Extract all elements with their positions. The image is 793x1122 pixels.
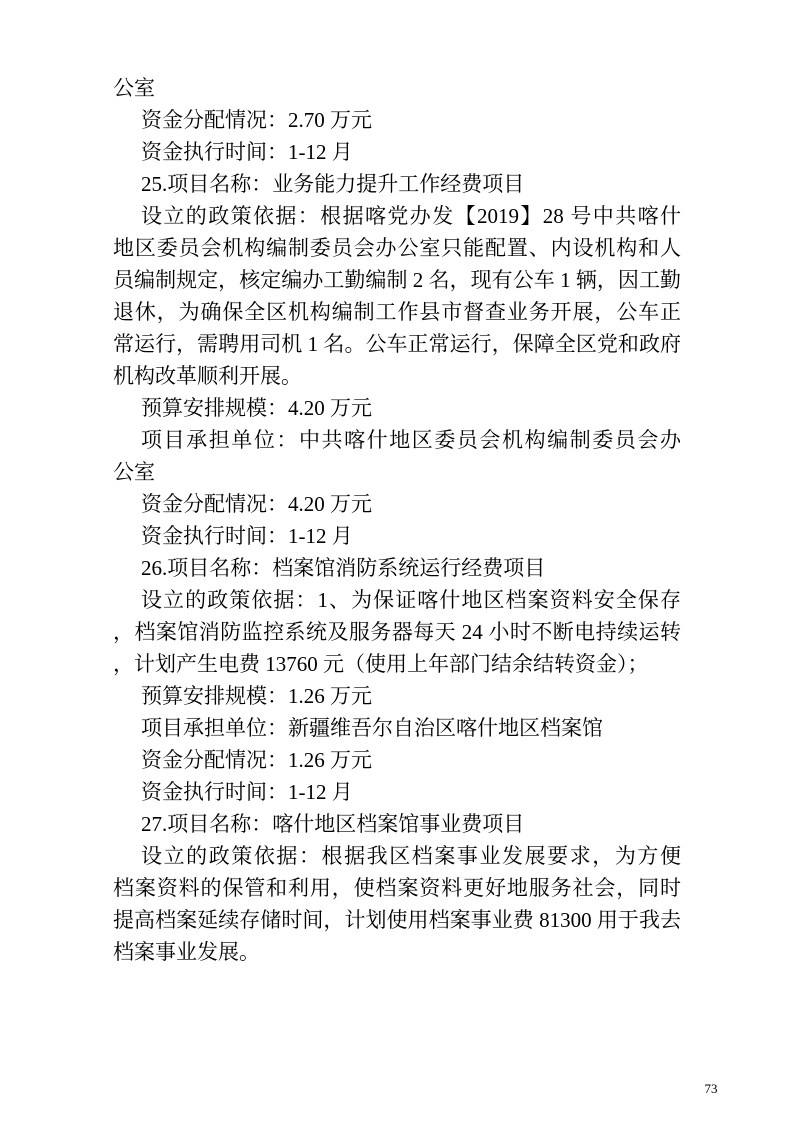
text-line: 预算安排规模：1.26 万元: [141, 684, 372, 708]
page-number: 73: [704, 1081, 718, 1096]
text-line: 设立的政策依据：1、为保证喀什地区档案资料安全保存: [141, 588, 681, 612]
text-line: 25.项目名称：业务能力提升工作经费项目: [141, 172, 525, 196]
text-line: 设立的政策依据：根据我区档案事业发展要求，为方便: [141, 844, 681, 868]
text-line: 项目承担单位：新疆维吾尔自治区喀什地区档案馆: [141, 716, 603, 740]
text-line: 档案资料的保管和利用，使档案资料更好地服务社会，同时: [113, 876, 681, 900]
text-line: ，档案馆消防监控系统及服务器每天 24 小时不断电持续运转: [113, 620, 681, 644]
text-line: 公室: [113, 76, 155, 100]
text-line: 资金执行时间：1-12 月: [141, 524, 353, 548]
text-line: 资金分配情况：2.70 万元: [141, 108, 372, 132]
text-line: 提高档案延续存储时间，计划使用档案事业费 81300 用于我去: [113, 908, 681, 932]
text-line: 资金分配情况：4.20 万元: [141, 492, 372, 516]
text-line: 设立的政策依据：根据喀党办发【2019】28 号中共喀什: [141, 204, 681, 228]
text-line: 常运行，需聘用司机 1 名。公车正常运行，保障全区党和政府: [113, 332, 681, 356]
text-line: 预算安排规模：4.20 万元: [141, 396, 372, 420]
text-line: 公室: [113, 460, 155, 484]
text-line: 项目承担单位：中共喀什地区委员会机构编制委员会办: [141, 428, 681, 452]
text-line: 26.项目名称：档案馆消防系统运行经费项目: [141, 556, 546, 580]
document-body: [113, 72, 681, 968]
text-line: 资金分配情况：1.26 万元: [141, 748, 372, 772]
text-line: 27.项目名称：喀什地区档案馆事业费项目: [141, 812, 525, 836]
text-line: 资金执行时间：1-12 月: [141, 780, 353, 804]
text-line: ，计划产生电费 13760 元（使用上年部门结余结转资金）；: [113, 652, 649, 676]
text-line: 退休，为确保全区机构编制工作县市督查业务开展，公车正: [113, 300, 681, 324]
text-line: 机构改革顺利开展。: [113, 364, 302, 388]
text-line: 员编制规定，核定编办工勤编制 2 名，现有公车 1 辆，因工勤: [113, 268, 681, 292]
text-line: 资金执行时间：1-12 月: [141, 140, 353, 164]
text-line: 地区委员会机构编制委员会办公室只能配置、内设机构和人: [113, 236, 681, 260]
text-line: 档案事业发展。: [113, 940, 260, 964]
